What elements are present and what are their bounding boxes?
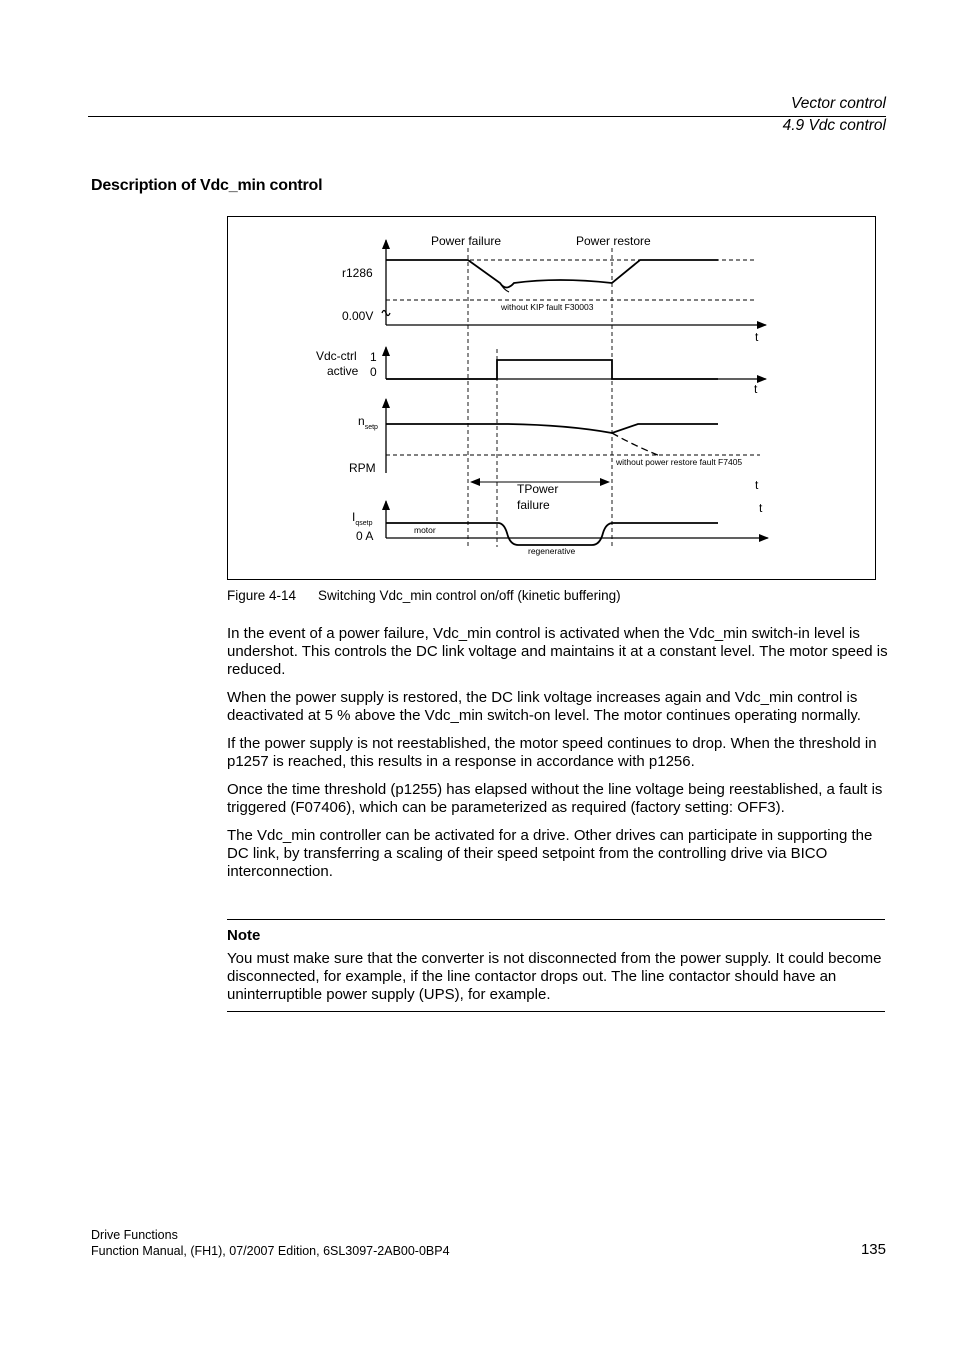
header-chapter: Vector control (790, 95, 886, 112)
figure-number: Figure 4-14 (227, 588, 297, 603)
paragraph: In the event of a power failure, Vdc_min control is activated when the Vdc_min switch-in level is undershot. This controls the DC link voltage and maintains it at a constant level. The motor speed is reduced. (227, 625, 888, 678)
figure-caption (227, 588, 621, 603)
label-rpm: RPM (349, 461, 376, 475)
curve-r1286 (386, 260, 718, 288)
header-rule (88, 116, 886, 117)
footer-line-1: Drive Functions (91, 1228, 178, 1242)
header-section: 4.9 Vdc control (782, 117, 886, 134)
label-power-restore: Power restore (576, 234, 651, 248)
note-title: Note (227, 927, 261, 944)
label-one: 1 (370, 350, 377, 364)
page-number: 135 (860, 1241, 886, 1258)
label-t-3: t (755, 478, 759, 492)
label-n (358, 414, 378, 431)
curve-iqsetp (386, 523, 718, 545)
label-tpower: TPower (517, 482, 559, 496)
label-r1286: r1286 (342, 266, 373, 280)
label-regenerative: regenerative (528, 546, 576, 556)
paragraph: Once the time threshold (p1255) has elapsed without the line voltage being reestablished, a fault is triggered (F07406), which can be parameterized as required (factory setting: OFF3). (227, 781, 883, 816)
paragraph: The Vdc_min controller can be activated for a drive. Other drives can participate in supporting the DC link, by transferring a scaling of their speed setpoint from the controlling drive via BICO interconnection. (227, 827, 873, 880)
timing-diagram-svg (228, 217, 877, 581)
label-i-main: I (352, 510, 356, 524)
label-t-2: t (754, 382, 758, 396)
figure-title: Switching Vdc_min control on/off (kinetic buffering) (318, 588, 621, 603)
label-active: active (327, 364, 359, 378)
label-without-restore: without power restore fault F7405 (616, 457, 743, 467)
paragraph: When the power supply is restored, the DC link voltage increases again and Vdc_min control is deactivated at 5 % above the Vdc_min switch-on level. The motor continues operating normally. (227, 689, 861, 724)
label-without-kip: without KIP fault F30003 (501, 302, 594, 312)
label-zero: 0 (370, 365, 377, 379)
curve-nsetp-no-restore (612, 433, 660, 456)
paragraph: If the power supply is not reestablished, the motor speed continues to drop. When the threshold in p1257 is reached, this results in a response in accordance with p1256. (227, 735, 877, 770)
label-i (352, 510, 373, 527)
curve-nsetp (386, 424, 718, 433)
label-vdc-ctrl: Vdc-ctrl (316, 349, 357, 363)
label-i-sub: qsetp (355, 520, 373, 527)
label-0a: 0 A (356, 529, 374, 543)
label-n-main: n (358, 414, 365, 428)
note-text: You must make sure that the converter is not disconnected from the power supply. It could become disconnected, for example, if the line contactor drops out. The line contactor should have an uninterruptible power supply (UPS), for example. (227, 950, 882, 1003)
label-0v: 0.00V (342, 309, 374, 323)
label-failure: failure (517, 498, 550, 512)
note-box (227, 919, 885, 1012)
label-t-4: t (759, 501, 763, 515)
footer-line-2: Function Manual, (FH1), 07/2007 Edition, 6SL3097-2AB00-0BP4 (91, 1244, 450, 1258)
section-title: Description of Vdc_min control (91, 177, 323, 194)
label-motor: motor (414, 525, 436, 535)
label-n-sub: setp (364, 424, 378, 431)
label-t-1: t (755, 330, 759, 344)
footer (91, 1227, 450, 1259)
figure-timing-diagram (227, 216, 876, 580)
signal-vdc-ctrl (386, 360, 718, 379)
label-power-failure: Power failure (431, 234, 502, 248)
body-text (227, 625, 889, 891)
